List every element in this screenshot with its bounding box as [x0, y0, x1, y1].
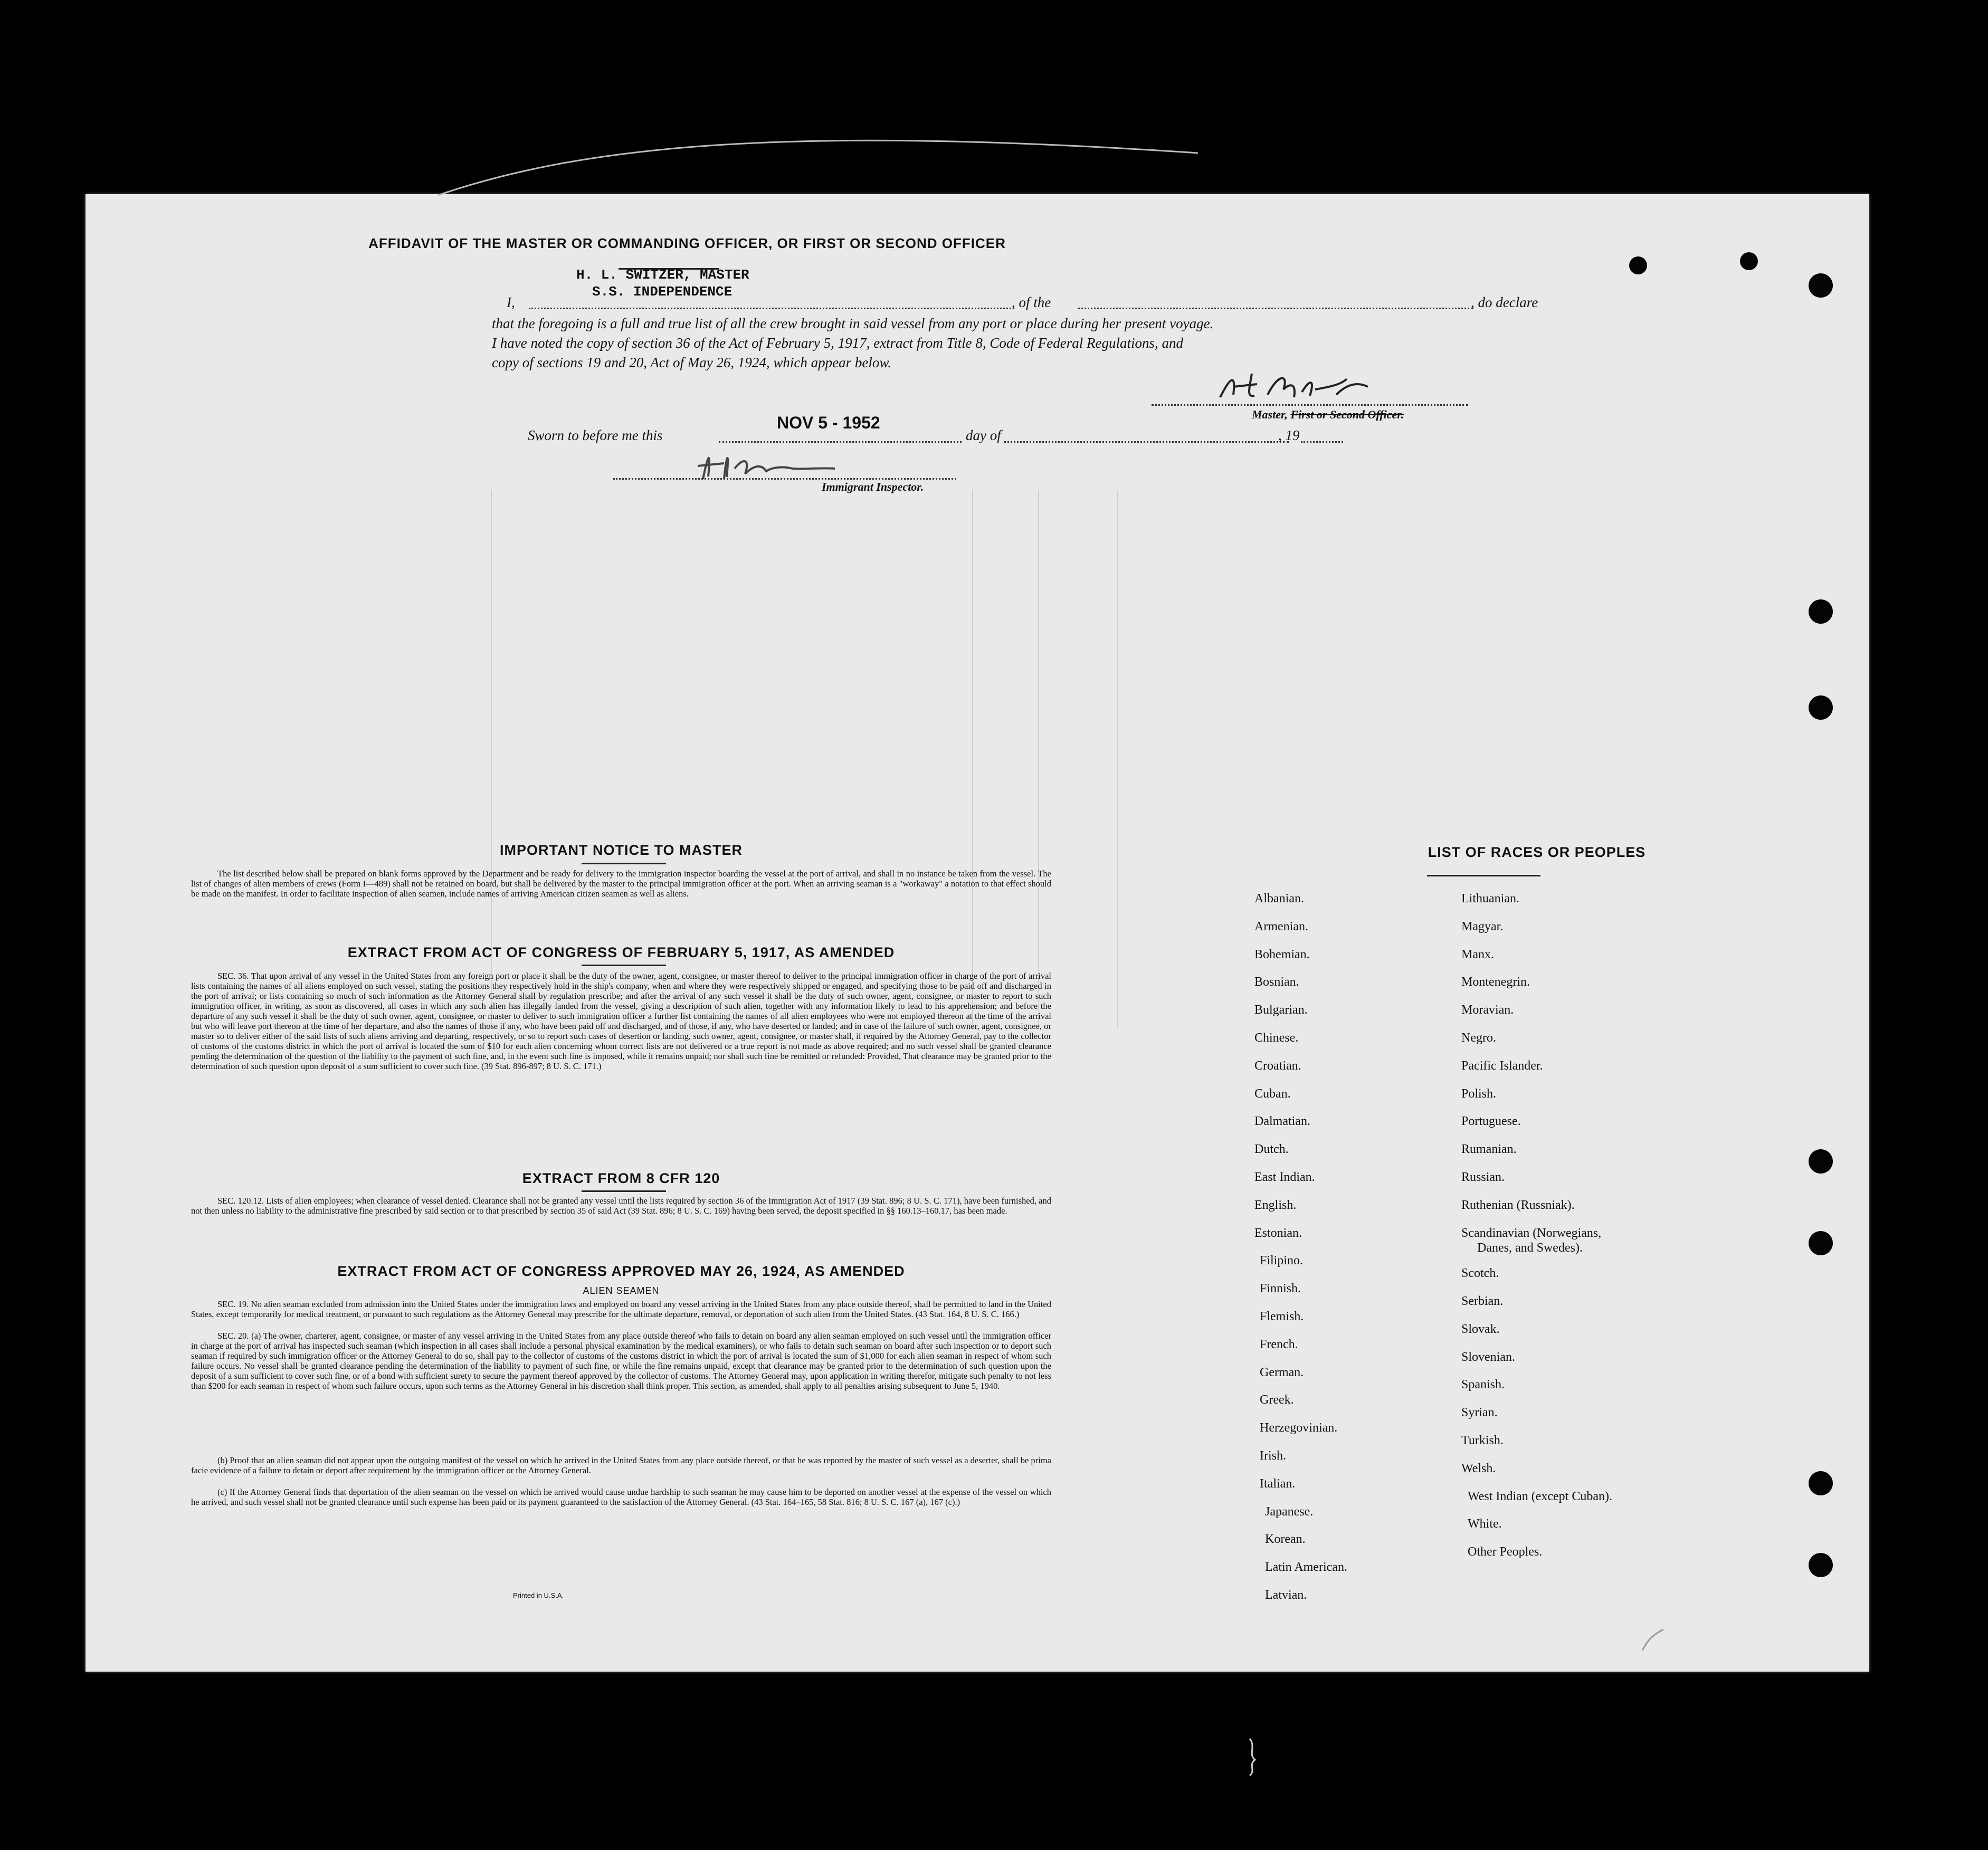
scratch-mark — [433, 121, 1224, 201]
race-item: Rumanian. — [1461, 1142, 1517, 1157]
race-item: Other Peoples. — [1468, 1545, 1543, 1559]
year-text: , 19 — [1278, 427, 1300, 443]
race-item: Armenian. — [1254, 919, 1308, 933]
race-item: Spanish. — [1461, 1378, 1505, 1392]
race-item: Negro. — [1461, 1031, 1496, 1045]
race-item: Italian. — [1260, 1476, 1296, 1491]
extract-1917-underline — [582, 965, 666, 966]
race-item: Moravian. — [1461, 1003, 1514, 1017]
race-item: Dutch. — [1254, 1142, 1289, 1157]
punch-hole — [1629, 256, 1647, 274]
race-item: Ruthenian (Russniak). — [1461, 1198, 1575, 1212]
races-title: LIST OF RACES OR PEOPLES — [1428, 844, 1646, 860]
notice-title-underline — [582, 863, 666, 864]
race-item: Turkish. — [1461, 1433, 1504, 1447]
typed-master-name: H. L. SWITZER, MASTER — [576, 267, 749, 283]
race-item: Lithuanian. — [1461, 892, 1519, 905]
year-blank-line — [1301, 441, 1343, 443]
race-item: Serbian. — [1461, 1294, 1504, 1308]
race-item: Bohemian. — [1254, 947, 1310, 961]
race-item: Danes, and Swedes). — [1477, 1241, 1583, 1255]
race-item: East Indian. — [1254, 1170, 1315, 1184]
race-item: Magyar. — [1461, 919, 1504, 933]
race-item: Greek. — [1260, 1393, 1294, 1407]
punch-hole — [1809, 1471, 1833, 1495]
race-item: Scotch. — [1461, 1266, 1499, 1281]
race-item: Russian. — [1461, 1170, 1505, 1184]
printed-in-usa: Printed in U.S.A. — [513, 1591, 564, 1599]
extract-cfr-title: EXTRACT FROM 8 CFR 120 — [522, 1170, 720, 1186]
notice-title: IMPORTANT NOTICE TO MASTER — [500, 842, 743, 858]
extract-cfr-underline — [582, 1190, 666, 1192]
signature-caption — [1252, 408, 1404, 422]
race-item: Bosnian. — [1254, 975, 1299, 989]
race-item: Korean. — [1265, 1532, 1306, 1547]
affidavit-line-4: copy of sections 19 and 20, Act of May 26, 1924, which appear below. — [492, 355, 892, 370]
race-item: Polish. — [1461, 1086, 1497, 1101]
master-signature-line — [1152, 404, 1468, 406]
bottom-mark — [1245, 1736, 1261, 1778]
race-item: Scandinavian (Norwegians, — [1461, 1226, 1602, 1240]
race-item: Welsh. — [1461, 1461, 1496, 1475]
inspector-signature-line — [613, 478, 956, 480]
typed-vessel-name: S.S. INDEPENDENCE — [592, 284, 733, 300]
sec-19-body: SEC. 19. No alien seaman excluded from admission into the United States under the immigration laws and employed on board any vessel arriving in the United States from any place outside thereof, shall be permitted to land in the United States, except temporarily for medical treatment, or pursuant to such regulations as the Attorney General may prescribe for the ultimate departure, removal, or deportation of such alien from the United States. (43 Stat. 164, 8 U. S. C. 166.) — [191, 1299, 1051, 1319]
punch-hole — [1809, 1231, 1833, 1255]
extract-1917-body: SEC. 36. That upon arrival of any vessel in the United States from any foreign port or place it shall be the duty of the owner, agent, consignee, or master thereof to deliver to the principal immigration officer in charge of the port of arrival lists containing the names of all aliens employed on such vessel, stating the positions they respectively hold in the ship's company, when and where they were respectively shipped or engaged, and specifying those to be paid off and discharged in the port of arrival; or lists containing so much of such information as the Attorney General shall by regulation prescribe; and after the arrival of any such vessel it shall be the duty of such owner, agent, consignee, or master to report to such immigration officer, in writing, as soon as discovered, all cases in which any such alien has illegally landed from the vessel, giving a description of such alien, together with any information likely to lead to his apprehension; and before the departure of any such vessel it shall be the duty of such owner, agent, consignee, or master to deliver to such immigration officer a further list containing the names of all alien employees who were not employed thereon at the time of the arrival but who will leave port thereon at the time of her departure, and also the names of those if any, who have been paid off and discharged, and of those, if any, who have deserted or landed; and in case of the failure of such owner, agent, consignee, or master so to deliver either of the said lists of such aliens arriving and departing, respectively, or so to report such cases of desertion or landing, such owner, agent, consignee, or master shall, if required by the Attorney General, pay to the collector of customs of the customs district in which the port of arrival is located the sum of $10 for each alien concerning whom correct lists are not delivered or a true report is not made as above required; and no such vessel shall be granted clearance pending the determination of the question of the liability to the payment of such fine, and, in the event such fine is imposed, while it remains unpaid; nor shall such fine be remitted or refunded: Provided, That clearance may be granted prior to the determination of such question upon deposit of a sum sufficient to cover such fine. (39 Stat. 896-897; 8 U. S. C. 171.) — [191, 971, 1051, 1071]
punch-hole — [1809, 695, 1833, 720]
inspector-caption: Immigrant Inspector. — [822, 480, 924, 493]
race-item: French. — [1260, 1337, 1298, 1351]
day-of-text: day of — [966, 427, 1001, 443]
vessel-blank-line — [1078, 308, 1473, 309]
punch-hole — [1809, 599, 1833, 624]
race-item: Slovak. — [1461, 1322, 1500, 1336]
punch-hole — [1809, 1553, 1833, 1577]
caption-master: Master, — [1252, 408, 1288, 421]
race-item: Albanian. — [1254, 892, 1304, 905]
of-the-text: , of the — [1012, 294, 1051, 310]
race-item: White. — [1468, 1517, 1502, 1531]
race-item: Bulgarian. — [1254, 1003, 1308, 1017]
alien-seamen-subtitle: ALIEN SEAMEN — [583, 1285, 660, 1296]
affidavit-title: AFFIDAVIT OF THE MASTER OR COMMANDING OFFICER, OR FIRST OR SECOND OFFICER — [368, 235, 1006, 251]
affidavit-pronoun: I, — [507, 294, 515, 310]
race-item: Latvian. — [1265, 1588, 1307, 1602]
sworn-date-stamp: NOV 5 - 1952 — [777, 413, 880, 432]
race-item: Cuban. — [1254, 1086, 1291, 1101]
race-item: Latin American. — [1265, 1560, 1347, 1575]
sec-20a-body: SEC. 20. (a) The owner, charterer, agent, consignee, or master of any vessel arriving in the United States from any place outside thereof who fails to detain on board any alien seaman employed on such vessel until the immigration officer in charge at the port of arrival has inspected such seaman (which inspection in all cases shall include a personal physical examination by the medical examiners), or who fails to detain such seaman on board after such inspection or to deport such seaman if required by such immigration officer or the Attorney General to do so, shall pay to the collector of customs of the customs district in which the port of arrival is located the sum of $1,000 for each alien seaman in respect of whom such failure occurs. No vessel shall be granted clearance pending the determination of the liability to payment of such fine, or while the fine remains unpaid, except that clearance may be granted prior to the determination of such question upon the deposit of a sum sufficient to cover such fine, or of a bond with sufficient surety to secure the payment thereof approved by the collector of customs. The Attorney General may, upon application in writing therefor, mitigate such penalty to not less than $200 for each seaman in respect of whom such failure occurs, upon such terms as the Attorney General in his discretion shall think proper. This section, as amended, shall apply to all penalties arising subsequent to June 5, 1940. — [191, 1331, 1051, 1391]
race-item: Finnish. — [1260, 1282, 1301, 1296]
race-item: Syrian. — [1461, 1406, 1498, 1420]
affidavit-line-3: I have noted the copy of section 36 of the Act of February 5, 1917, extract from Title 8, Code of Federal Regulations, and — [492, 335, 1184, 351]
name-blank-line — [529, 308, 1014, 309]
month-blank-line — [1004, 441, 1289, 443]
race-item: Portuguese. — [1461, 1114, 1521, 1129]
race-item: German. — [1260, 1365, 1304, 1379]
race-item: Filipino. — [1260, 1254, 1304, 1268]
race-item: Manx. — [1461, 947, 1494, 961]
caption-struck-officer: First or Second Officer. — [1290, 408, 1404, 421]
race-item: West Indian (except Cuban). — [1468, 1489, 1612, 1503]
punch-hole — [1809, 1149, 1833, 1174]
race-item: Estonian. — [1254, 1226, 1302, 1240]
extract-1924-title: EXTRACT FROM ACT OF CONGRESS APPROVED MAY 26, 1924, AS AMENDED — [337, 1263, 905, 1279]
race-item: Pacific Islander. — [1461, 1058, 1543, 1073]
race-item: Japanese. — [1265, 1504, 1314, 1519]
affidavit-line-2: that the foregoing is a full and true list of all the crew brought in said vessel from any port or place during her present voyage. — [492, 316, 1214, 331]
bleed-through-rule — [1117, 490, 1118, 1028]
race-item: Croatian. — [1254, 1058, 1301, 1073]
extract-cfr-body: SEC. 120.12. Lists of alien employees; when clearance of vessel denied. Clearance shall not be granted any vessel until the lists required by section 36 of the Immigration Act of 1917 (39 Stat. 896; 8 U. S. C. 171), have been furnished, and not then unless no liability to the administrative fine prescribed by said section or to that prescribed by section 35 of said Act (39 Stat. 896; 8 U. S. C. 169) having been served, the deposit specified in §§ 160.13–160.17, has been made. — [191, 1196, 1051, 1216]
race-item: Montenegrin. — [1461, 975, 1530, 989]
extract-1917-title: EXTRACT FROM ACT OF CONGRESS OF FEBRUARY 5, 1917, AS AMENDED — [347, 945, 895, 960]
race-item: Herzegovinian. — [1260, 1421, 1338, 1435]
race-item: Dalmatian. — [1254, 1114, 1310, 1129]
sworn-text: Sworn to before me this — [528, 427, 663, 443]
torn-corner-mark — [1637, 1624, 1669, 1656]
punch-hole — [1809, 273, 1833, 298]
sec-20b-body: (b) Proof that an alien seaman did not appear upon the outgoing manifest of the vessel on which he arrived in the United States from any place outside thereof, or that he was reported by the master of such vessel as a deserter, shall be prima facie evidence of a failure to detain or deport after requirement by the immigration officer or the Attorney General. — [191, 1455, 1051, 1475]
notice-body: The list described below shall be prepared on blank forms approved by the Department and be ready for delivery to the immigration inspector boarding the vessel at the port of arrival, and shall in no instance be taken from the vessel. The list of changes of alien members of crews (Form I—489) shall not be retained on board, but shall be delivered by the master to the principal immigration officer at the port. When an arriving seaman is a "workaway" a notation to that effect should be made on the manifest. In order to facilitate inspection of alien seamen, include names of arriving American citizen seamen as well as aliens. — [191, 869, 1051, 899]
do-declare-text: , do declare — [1471, 294, 1538, 310]
race-item: English. — [1254, 1198, 1297, 1212]
race-item: Chinese. — [1254, 1031, 1299, 1045]
races-title-underline — [1427, 875, 1540, 876]
race-item: Irish. — [1260, 1449, 1286, 1463]
sec-20c-body: (c) If the Attorney General finds that deportation of the alien seaman on the vessel on which he arrived would cause undue hardship to such seaman he may cause him to be deported on another vessel at the expense of the vessel on which he arrived, and such vessel shall not be granted clearance until such expense has been paid or its payment guaranteed to the satisfaction of the Attorney General. (43 Stat. 164–165, 58 Stat. 816; 8 U. S. C. 167 (a), 167 (c).) — [191, 1487, 1051, 1507]
race-item: Slovenian. — [1461, 1350, 1515, 1364]
punch-hole — [1740, 252, 1758, 270]
document-sheet — [85, 194, 1869, 1672]
race-item: Flemish. — [1260, 1310, 1304, 1323]
